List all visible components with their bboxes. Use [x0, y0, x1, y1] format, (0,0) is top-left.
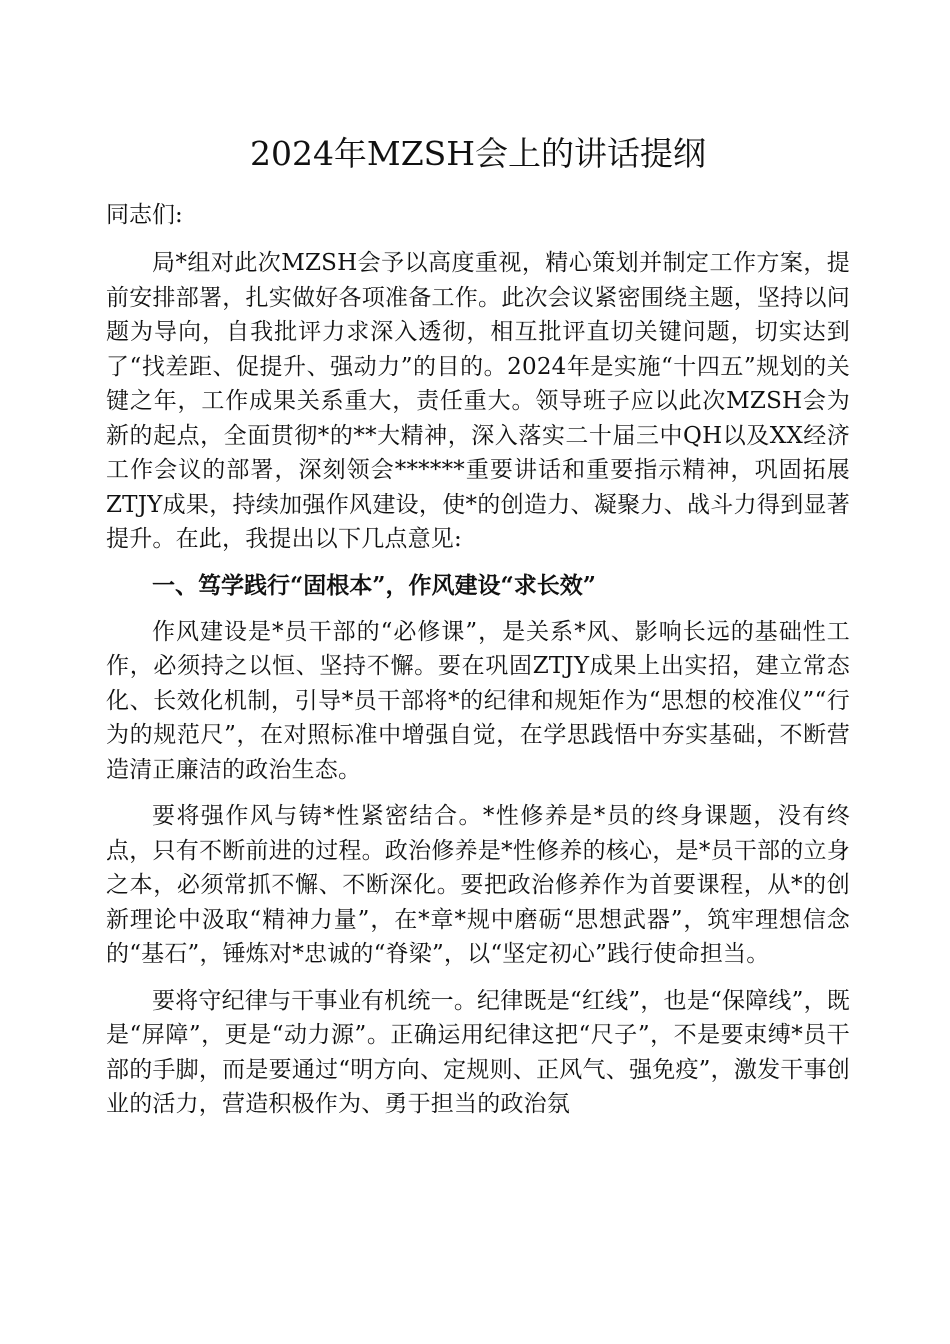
document-title: 2024年MZSH会上的讲话提纲: [249, 134, 707, 173]
section1-paragraph-2: 要将强作风与铸*性紧密结合。*性修养是*员的终身课题，没有终点，只有不断前进的过程。政治修养是*性修养的核心，是*员干部的立身之本，必须常抓不懈、不断深化。要把政治修养作为首要课程，从*的创新理论中汲取“精神力量”，在*章*规中磨砺“思想武器”，筑牢理想信念的“基石”，锤炼对*忠诚的“脊梁”，以“坚定初心”践行使命担当。: [106, 803, 850, 967]
section1-paragraph-3: 要将守纪律与干事业有机统一。纪律既是“红线”，也是“保障线”，既是“屏障”，更是“动力源”。正确运用纪律这把“尺子”，不是要束缚*员干部的手脚，而是要通过“明方向、定规则、正风气、强免疫”，激发干事创业的活力，营造积极作为、勇于担当的政治氛: [106, 987, 850, 1117]
section1-paragraph-1: 作风建设是*员干部的“必修课”，是关系*风、影响长远的基础性工作，必须持之以恒、坚持不懈。要在巩固ZTJY成果上出实招，建立常态化、长效化机制，引导*员干部将*的纪律和规矩作为“思想的校准仪”“行为的规范尺”，在对照标准中增强自觉，在学思践悟中夯实基础，不断营造清正廉洁的政治生态。: [106, 618, 850, 783]
section-heading-1: 一、笃学践行“固根本”，作风建设“求长效”: [152, 571, 596, 599]
intro-paragraph: 局*组对此次MZSH会予以高度重视，精心策划并制定工作方案，提前安排部署，扎实做好各项准备工作。此次会议紧密围绕主题，坚持以问题为导向，自我批评力求深入透彻，相互批评直切关键问题，切实达到了“找差距、促提升、强动力”的目的。2024年是实施“十四五”规划的关键之年，工作成果关系重大，责任重大。领导班子应以此次MZSH会为新的起点，全面贯彻*的**大精神，深入落实二十届三中QH以及XX经济工作会议的部署，深刻领会******重要讲话和重要指示精神，巩固拓展ZTJY成果，持续加强作风建设，使*的创造力、凝聚力、战斗力得到显著提升。在此，我提出以下几点意见:: [106, 250, 850, 552]
document-page: [106, 128, 850, 1134]
salutation: 同志们:: [106, 202, 183, 228]
